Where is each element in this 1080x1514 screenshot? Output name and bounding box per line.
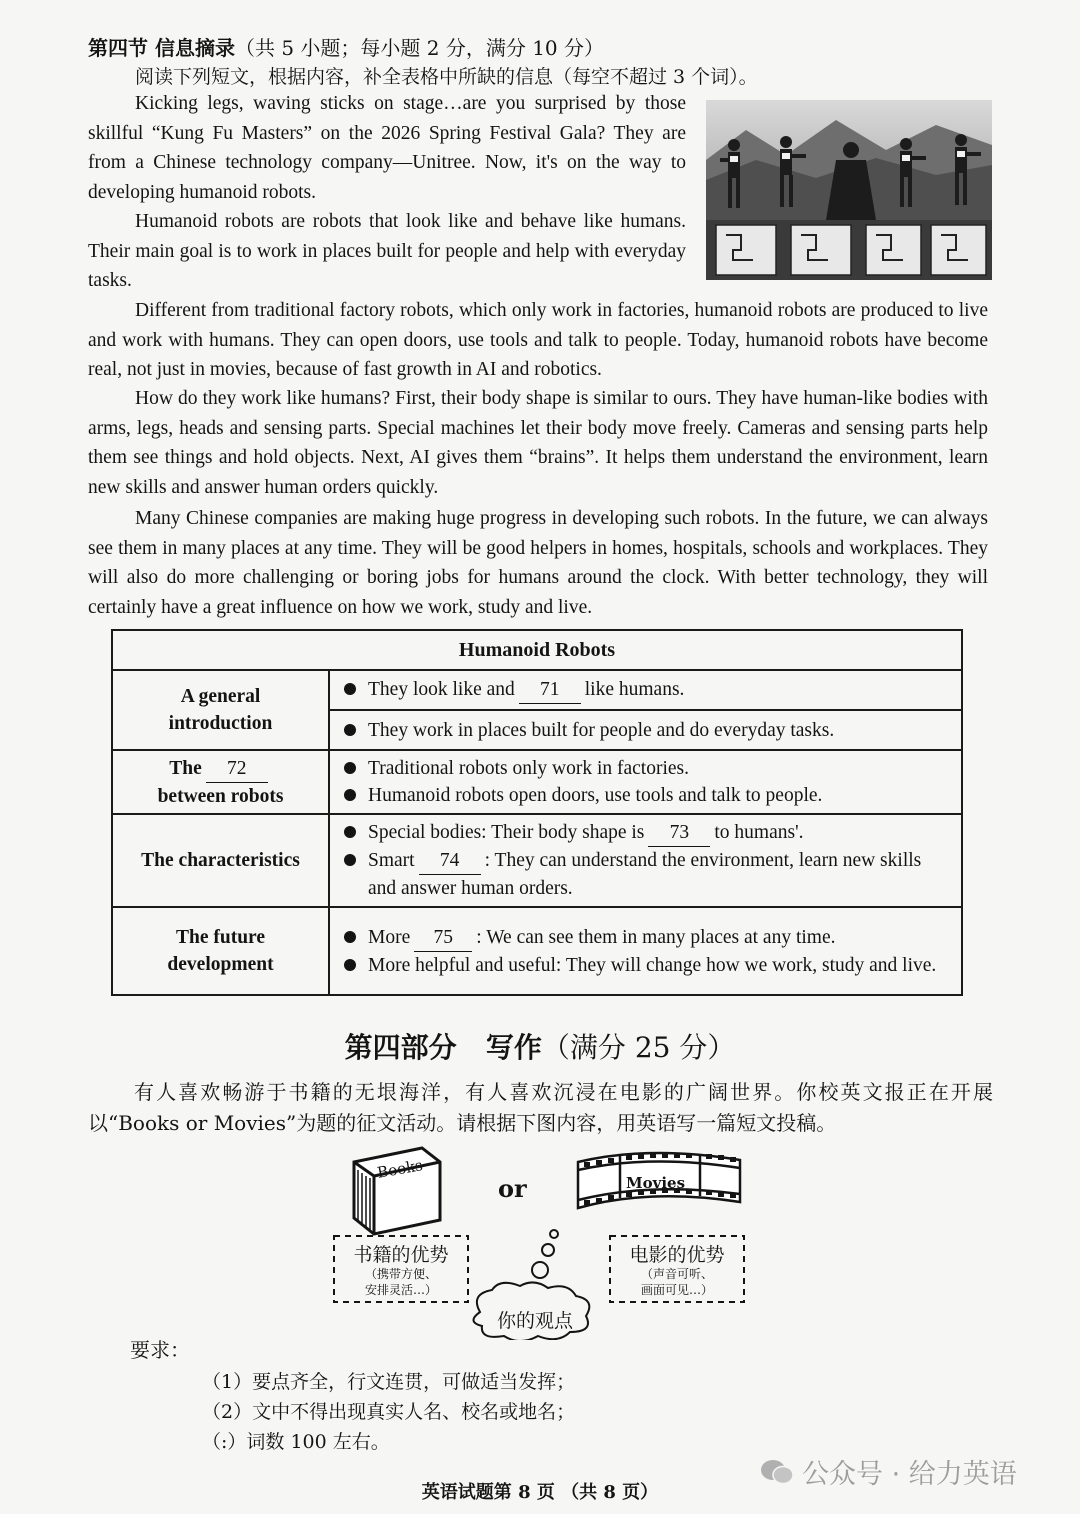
bullet-icon xyxy=(344,931,356,943)
books-label: Books xyxy=(375,1156,425,1182)
section-title: 第四节 信息摘录（共 5 小题；每小题 2 分，满分 10 分） xyxy=(88,36,605,60)
requirements-title: 要求： xyxy=(130,1338,190,1362)
blank-73[interactable]: 73 xyxy=(648,819,710,847)
bullet-icon xyxy=(344,826,356,838)
bullet-icon xyxy=(344,762,356,774)
label-future-development: The future development xyxy=(112,907,329,995)
difference-bullets: Traditional robots only work in factories. Humanoid robots open doors, use tools and talk to people. xyxy=(329,750,962,814)
bullet-icon xyxy=(344,959,356,971)
table-title: Humanoid Robots xyxy=(112,630,962,670)
label-general-introduction: A general introduction xyxy=(112,670,329,750)
movies-advantages-list: （声音可听、 画面可见…） xyxy=(640,1267,713,1297)
blank-71[interactable]: 71 xyxy=(519,676,581,704)
or-label: or xyxy=(498,1174,527,1203)
general-intro-bullet-1: They look like and 71 like humans. xyxy=(329,670,962,710)
section-instruction: 阅读下列短文，根据内容，补全表格中所缺的信息（每空不超过 3 个词）。 xyxy=(135,66,758,88)
requirement-item: （2）文中不得出现真实人名、校名或地名； xyxy=(202,1401,576,1423)
label-characteristics: The characteristics xyxy=(112,814,329,907)
future-development-bullets: More 75 : We can see them in many places at any time. More helpful and useful: They will change how we work, study and live. xyxy=(329,907,962,995)
bullet-icon xyxy=(344,683,356,695)
general-intro-bullet-2: They work in places built for people and do everyday tasks. xyxy=(329,710,962,750)
blank-72[interactable]: 72 xyxy=(206,755,268,783)
label-difference-between-robots: The 72 between robots xyxy=(112,750,329,814)
passage-paragraph-3: Different from traditional factory robots, which only work in factories, humanoid robots are produced to live and work with humans. They can open doors, use tools and talk to people. Today, humanoid robots have become real, not just in movies, because of fast growth in AI and robotics. xyxy=(88,300,988,381)
humanoid-robots-table xyxy=(111,629,963,996)
blank-74[interactable]: 74 xyxy=(419,847,481,875)
writing-prompt: 有人喜欢畅游于书籍的无垠海洋，有人喜欢沉浸在电影的广阔世界。你校英文报正在开展以“Books or Movies”为题的征文活动。请根据下图内容，用英语写一篇短文投稿。 xyxy=(88,1080,993,1135)
page-footer: 英语试题第 8 页 （共 8 页） xyxy=(421,1482,659,1503)
passage-paragraph-2: Humanoid robots are robots that look like and behave like humans. Their main goal is to work in places built for people and help with everyday tasks. xyxy=(88,211,686,292)
watermark: 公众号 · 给力英语 xyxy=(760,1452,1017,1493)
books-advantages-list: （携带方便、 安排灵活…） xyxy=(364,1267,437,1297)
blank-75[interactable]: 75 xyxy=(414,924,472,952)
writing-section-title: 第四部分 写作（满分 25 分） xyxy=(344,1031,736,1064)
movies-label: Movies xyxy=(626,1174,686,1192)
section-subtitle: （共 5 小题；每小题 2 分，满分 10 分） xyxy=(234,36,605,60)
requirements xyxy=(130,1334,575,1457)
bullet-icon xyxy=(344,724,356,736)
movies-advantages-title: 电影的优势 xyxy=(629,1244,725,1266)
passage-paragraph-5: Many Chinese companies are making huge progress in developing such robots. In the future, we can always see them in many places at any time. They will be good helpers in homes, hospitals, schools and workplaces. They will also do more challenging or boring jobs for humans around the clock. With better technology, they will certainly have a great influence on how we work, study and live. xyxy=(88,508,988,618)
requirement-item: （1）要点齐全，行文连贯，可做适当发挥； xyxy=(202,1371,576,1393)
characteristics-bullets: Special bodies: Their body shape is 73 to humans'. Smart 74 : They can understand the environment, learn new skills and answer human orders. xyxy=(329,814,962,907)
books-or-movies-diagram xyxy=(320,1140,760,1340)
bullet-icon xyxy=(344,854,356,866)
passage-paragraph-4: How do they work like humans? First, their body shape is similar to ours. They have human-like bodies with arms, legs, heads and sensing parts. Special machines let their body move freely. Cameras and sensing parts help them see things and hold objects. Next, AI gives them “brains”. It helps them understand the environment, learn new skills and answer human orders quickly. xyxy=(88,388,988,498)
passage-paragraph-1: Kicking legs, waving sticks on stage…are you surprised by those skillful “Kung Fu Masters” on the 2026 Spring Festival Gala? They are from a Chinese technology company—Unitree. Now, it's on the way to developing humanoid robots. xyxy=(88,93,686,203)
robot-kungfu-photo xyxy=(706,100,992,280)
your-opinion-label: 你的观点 xyxy=(496,1310,573,1332)
bullet-icon xyxy=(344,789,356,801)
requirement-item: （:）词数 100 左右。 xyxy=(202,1431,390,1453)
books-advantages-title: 书籍的优势 xyxy=(353,1244,449,1266)
